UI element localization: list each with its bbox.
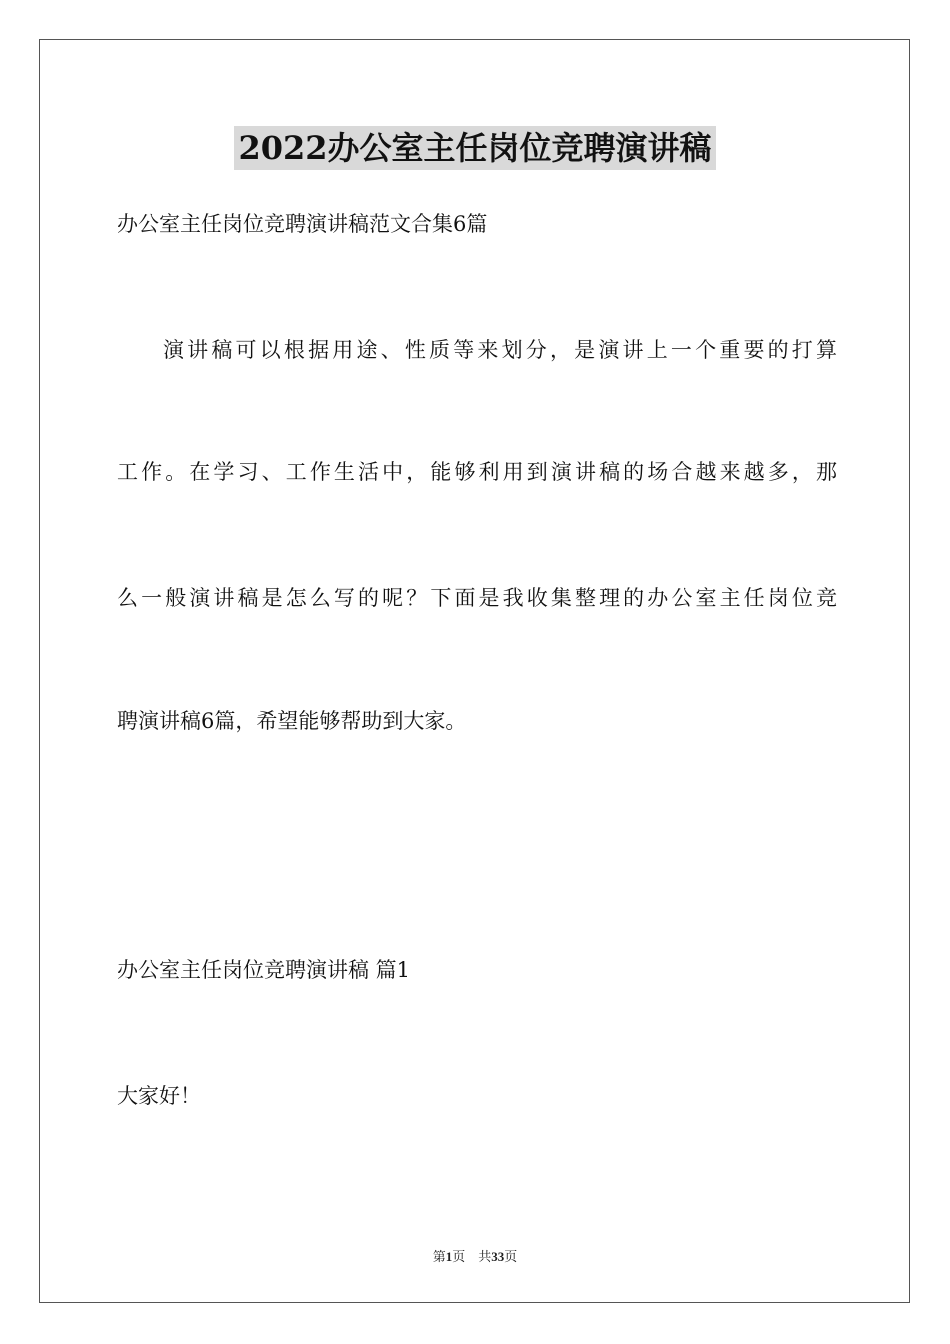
- document-subtitle: 办公室主任岗位竞聘演讲稿范文合集6篇: [117, 212, 488, 236]
- intro-line-3: 么一般演讲稿是怎么写的呢？下面是我收集整理的办公室主任岗位竞: [117, 586, 837, 610]
- footer-total-pages: 33: [491, 1249, 505, 1264]
- document-title: 2022办公室主任岗位竞聘演讲稿: [234, 126, 715, 170]
- greeting: 大家好！: [117, 1084, 201, 1108]
- intro-line-2: 工作。在学习、工作生活中，能够利用到演讲稿的场合越来越多，那: [117, 460, 837, 484]
- section-heading: 办公室主任岗位竞聘演讲稿 篇1: [117, 958, 411, 982]
- footer-page-suffix: 页: [504, 1249, 518, 1264]
- title-container: [0, 126, 950, 170]
- footer-page-mid: 页 共: [452, 1249, 492, 1264]
- footer-page-number: 1: [445, 1249, 453, 1264]
- page-footer: [0, 1246, 950, 1265]
- footer-page-prefix: 第: [432, 1249, 446, 1264]
- intro-line-4: 聘演讲稿6篇，希望能够帮助到大家。: [117, 709, 467, 733]
- intro-line-1: 演讲稿可以根据用途、性质等来划分，是演讲上一个重要的打算: [163, 338, 837, 362]
